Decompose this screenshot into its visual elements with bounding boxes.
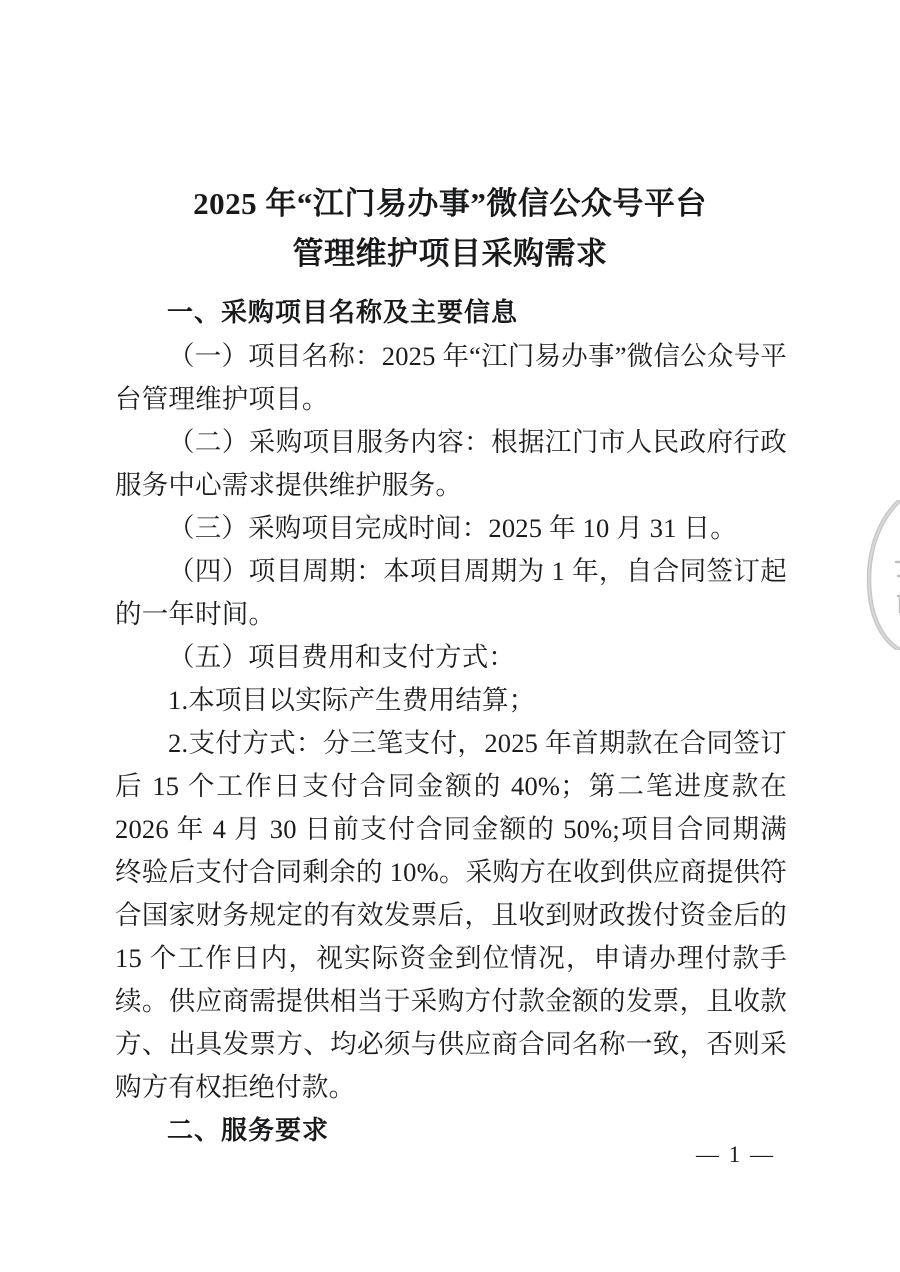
paragraph-project-period: （四）项目周期：本项目周期为 1 年，自合同签订起的一年时间。 (115, 556, 787, 629)
section-heading-1: 一、采购项目名称及主要信息 (167, 298, 519, 328)
paragraph-completion-time: （三）采购项目完成时间：2025 年 10 月 31 日。 (168, 513, 737, 543)
seal-stamp-mark (852, 500, 900, 650)
paragraph-payment-method: 2.支付方式：分三笔支付，2025 年首期款在合同签订后 15 个工作日支付合同金额的 40%；第二笔进度款在 2026 年 4 月 30 日前支付合同金额的 50%;项目合同期满终验后支付合同剩余的 10%。采购方在收到供应商提供符合国家财务规定的有效发票后，且收到财政拨付资金后的 15 个工作日内，视实际资金到位情况，申请办理付款手续。供应商需提供相当于采购方付款金额的发票，且收款方、出具发票方、均必须与供应商合同名称一致，否则采购方有权拒绝付款。 (115, 728, 787, 1102)
paragraph-project-name: （一）项目名称：2025 年“江门易办事”微信公众号平台管理维护项目。 (115, 341, 787, 414)
page-title-line-1: 2025 年“江门易办事”微信公众号平台 (193, 185, 707, 221)
section-heading-2: 二、服务要求 (167, 1116, 330, 1146)
paragraph-settlement-basis: 1.本项目以实际产生费用结算； (168, 685, 536, 715)
page-number: — 1 — (696, 1142, 775, 1167)
paragraph-service-content: （二）采购项目服务内容：根据江门市人民政府行政服务中心需求提供维护服务。 (115, 427, 787, 500)
page-title (115, 179, 785, 279)
document-body (115, 292, 787, 1153)
paragraph-cost-and-payment-heading: （五）项目费用和支付方式： (168, 642, 516, 672)
page-title-line-2: 管理维护项目采购需求 (292, 235, 608, 271)
